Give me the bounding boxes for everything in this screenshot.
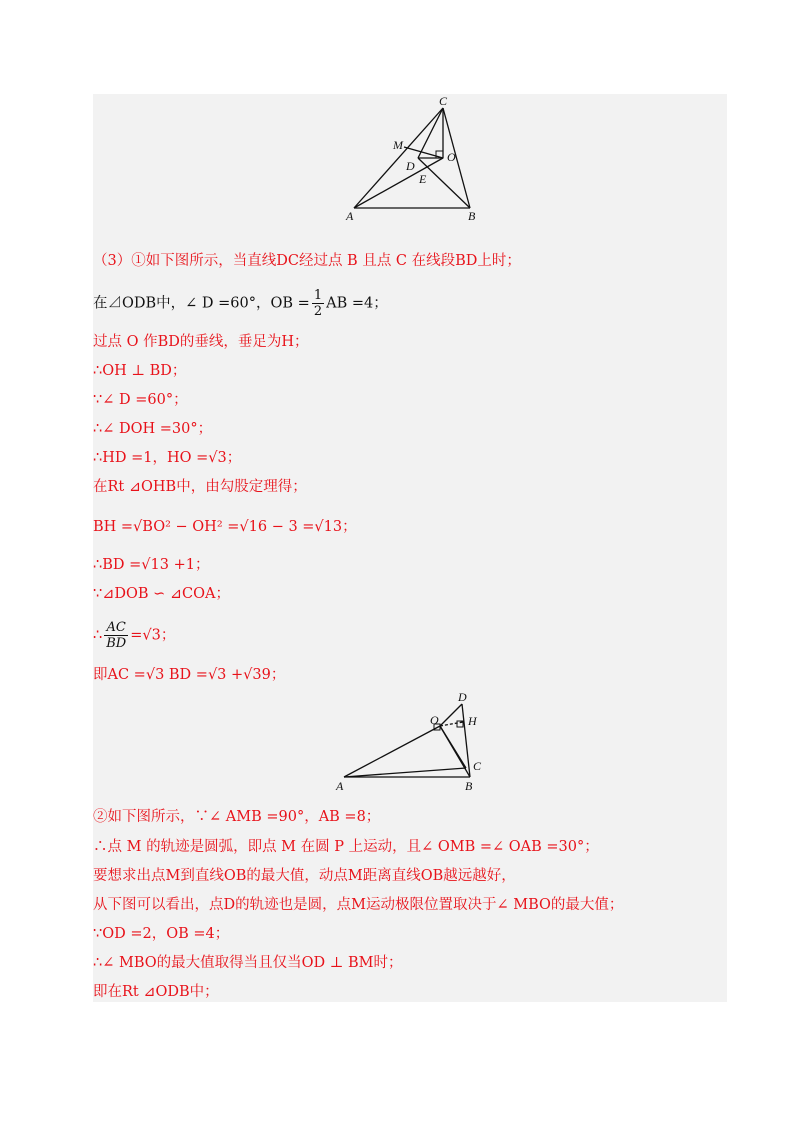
label-D: D bbox=[458, 690, 467, 704]
label-B: B bbox=[465, 779, 473, 793]
label-A: A bbox=[336, 779, 344, 793]
label-C: C bbox=[473, 759, 482, 773]
figure-2 bbox=[334, 690, 494, 798]
text-line-14: ②如下图所示，∵∠ AMB =90°，AB =8； bbox=[93, 809, 381, 825]
fraction-ac-bd bbox=[104, 620, 128, 651]
label-O: O bbox=[430, 713, 439, 727]
text-line-16: 要想求出点M到直线OB的最大值，动点M距离直线OB越远越好， bbox=[93, 868, 516, 884]
text-line-13: 即AC =√3 BD =√3 +√39； bbox=[93, 667, 286, 683]
label-C: C bbox=[439, 94, 448, 108]
fraction-denominator: 2 bbox=[313, 304, 323, 319]
text-line-2 bbox=[93, 288, 388, 319]
text-line-19: ∴∠ MBO的最大值取得当且仅当OD ⊥ BM时； bbox=[93, 955, 403, 971]
seg-OD bbox=[440, 704, 462, 726]
text-line-1: （3）①如下图所示，当直线DC经过点 B 且点 C 在线段BD上时； bbox=[93, 253, 521, 269]
text-line-12 bbox=[93, 620, 175, 651]
line-2-part-a: 在⊿ODB中，∠ D =60°，OB = bbox=[93, 295, 310, 312]
line-12-post: =√3； bbox=[130, 627, 176, 644]
seg-AO bbox=[354, 158, 443, 208]
label-D: D bbox=[406, 159, 415, 173]
text-line-9: BH =√BO² − OH² =√16 − 3 =√13； bbox=[93, 519, 357, 535]
text-line-17: 从下图可以看出，点D的轨迹也是圆，点M运动极限位置取决于∠ MBO的最大值； bbox=[93, 897, 624, 913]
text-line-7: ∴HD =1，HO =√3； bbox=[93, 450, 242, 466]
text-line-18: ∵OD =2，OB =4； bbox=[93, 926, 230, 942]
line-2-part-b: AB =4； bbox=[326, 295, 388, 312]
text-line-15: ∴点 M 的轨迹是圆弧，即点 M 在圆 P 上运动，且∠ OMB =∠ OAB =30°； bbox=[93, 839, 599, 855]
fraction-denominator: BD bbox=[106, 636, 127, 651]
seg-AO bbox=[344, 726, 440, 777]
fraction-numerator: 1 bbox=[313, 288, 323, 303]
text-line-11: ∵⊿DOB ∽ ⊿COA； bbox=[93, 586, 231, 602]
text-line-20: 即在Rt ⊿ODB中； bbox=[93, 984, 219, 1000]
fraction-numerator: AC bbox=[104, 620, 128, 636]
seg-MO bbox=[404, 147, 443, 158]
text-line-4: ∴OH ⊥ BD； bbox=[93, 363, 187, 379]
label-E: E bbox=[419, 172, 427, 186]
label-O: O bbox=[447, 150, 456, 164]
text-line-3: 过点 O 作BD的垂线，垂足为H； bbox=[93, 334, 309, 350]
seg-AC bbox=[344, 768, 466, 777]
label-H: H bbox=[468, 714, 477, 728]
text-line-6: ∴∠ DOH =30°； bbox=[93, 421, 213, 437]
therefore-symbol: ∴ bbox=[93, 627, 103, 644]
text-line-5: ∵∠ D =60°； bbox=[93, 392, 188, 408]
label-M: M bbox=[393, 138, 403, 152]
text-line-10: ∴BD =√13 +1； bbox=[93, 557, 210, 573]
text-line-8: 在Rt ⊿OHB中，由勾股定理得； bbox=[93, 479, 307, 495]
label-A: A bbox=[346, 209, 354, 223]
figure-1 bbox=[340, 94, 490, 226]
seg-OC bbox=[440, 726, 466, 768]
label-B: B bbox=[468, 209, 476, 223]
fraction-half bbox=[312, 288, 324, 319]
